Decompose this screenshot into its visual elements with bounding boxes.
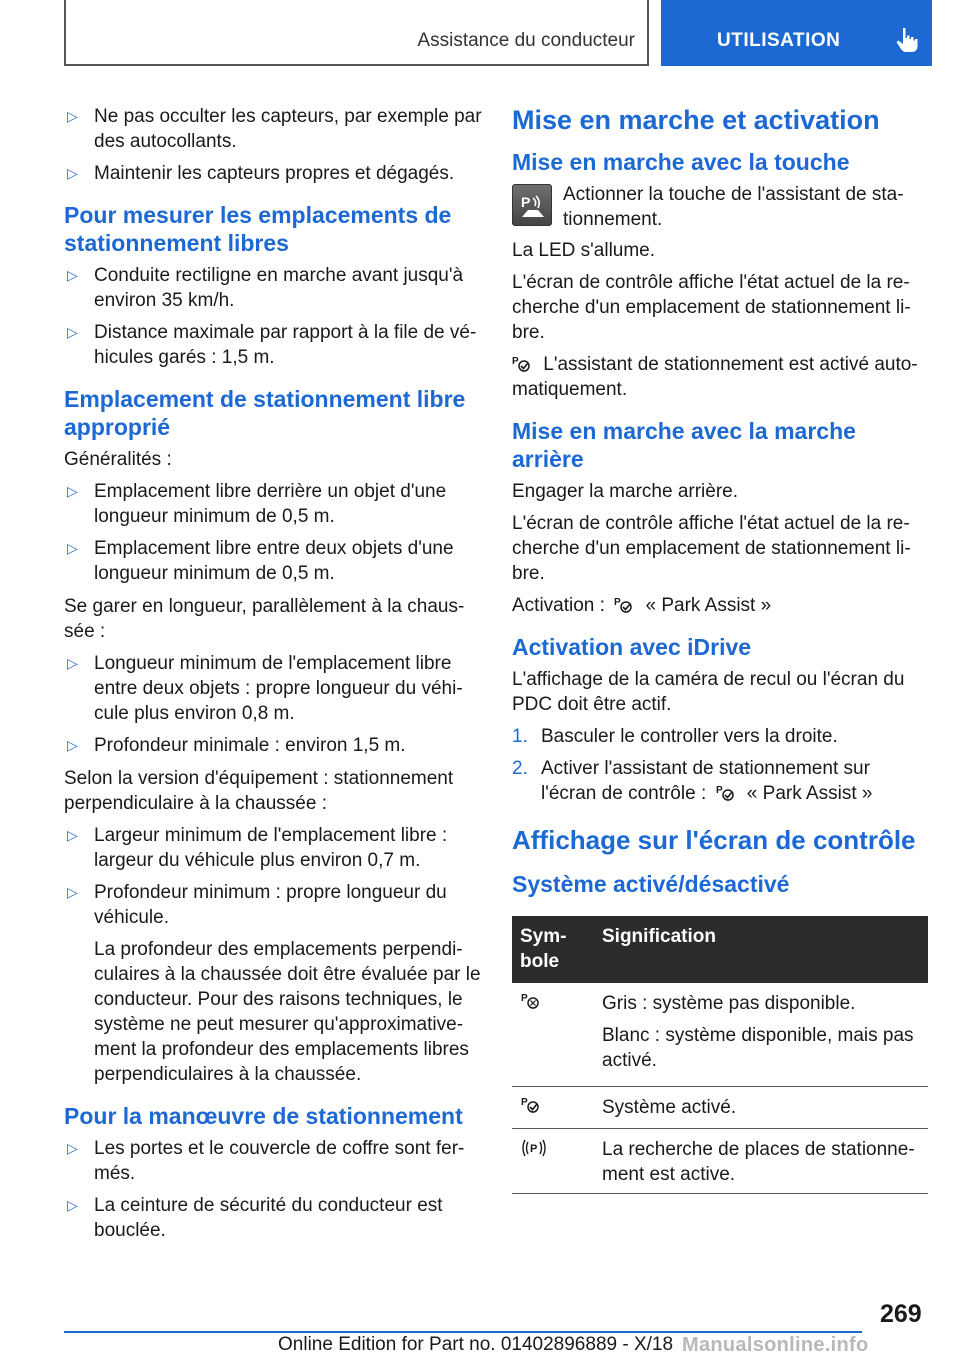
heading-maneuver: Pour la manœuvre de stationnement bbox=[64, 1103, 463, 1129]
meaning-cell: Système activé. bbox=[594, 1087, 928, 1129]
table-row bbox=[512, 983, 928, 1087]
list-item: ▷ Profondeur minimale : environ 1,5 m. bbox=[64, 733, 482, 758]
col-symbol: Symbole bbox=[512, 916, 594, 983]
list-item: ▷ Emplacement libre derrière un objet d'une longueur minimum de 0,5 m. bbox=[64, 479, 482, 529]
heading-idrive: Activation avec iDrive bbox=[512, 634, 752, 660]
sensor-bullets bbox=[64, 104, 482, 186]
step-number: 2. bbox=[512, 758, 528, 779]
svg-text:P: P bbox=[521, 1097, 528, 1108]
heading-reverse: Mise en marche avec la marche arrière bbox=[512, 418, 856, 472]
symbol-cell bbox=[512, 1087, 594, 1129]
symbol-table bbox=[512, 916, 928, 1194]
svg-text:P: P bbox=[715, 785, 723, 796]
svg-text:P: P bbox=[512, 356, 519, 367]
measure-bullets bbox=[64, 263, 482, 370]
meaning-white: Blanc : système disponible, mais pas activé. bbox=[602, 1025, 914, 1071]
heading-button: Mise en marche avec la touche bbox=[512, 149, 850, 175]
perpendicular-note: La profondeur des emplacements perpendiculaires à la chaussée doit être évaluée par le conducteur. Pour des raisons techniques, le système ne peut mesurer qu'approximativement la profondeur des emplacements libres perpendiculaires à la chaussée. bbox=[94, 939, 481, 1085]
park-assist-active-icon bbox=[520, 1095, 544, 1115]
park-assist-icon bbox=[520, 991, 544, 1011]
list-item: ▷ Les portes et le couvercle de coffre sont fermés. bbox=[64, 1136, 482, 1186]
list-item bbox=[512, 724, 930, 749]
list-item: ▷ Conduite rectiligne en marche avant jusqu'à environ 35 km/h. bbox=[64, 263, 482, 313]
activation-value: « Park Assist » bbox=[645, 595, 772, 616]
list-item: ▷ Profondeur minimum : propre longueur du véhicule. bbox=[64, 880, 482, 930]
table-row bbox=[512, 1087, 928, 1129]
list-item: ▷ Largeur minimum de l'emplacement libre : largeur du véhicule plus environ 0,7 m. bbox=[64, 823, 482, 873]
activation-label: Activation : bbox=[512, 595, 605, 616]
right-column bbox=[512, 104, 930, 1194]
perpendicular-bullets bbox=[64, 823, 482, 930]
heading-display: Affichage sur l'écran de contrôle bbox=[512, 825, 916, 855]
watermark: Manualsonline.info bbox=[682, 1334, 869, 1356]
left-column bbox=[64, 104, 482, 1251]
step-text: Basculer le controller vers la droite. bbox=[541, 726, 838, 747]
heading-measure: Pour mesurer les emplacements de stationnement libres bbox=[64, 202, 452, 256]
hand-pointer-icon bbox=[895, 27, 919, 53]
step-number: 1. bbox=[512, 726, 528, 747]
footer-edition: Online Edition for Part no. 01402896889 - X/18 bbox=[278, 1334, 674, 1355]
list-item: ▷ La ceinture de sécurité du conducteur est bouclée. bbox=[64, 1193, 482, 1243]
general-bullets bbox=[64, 479, 482, 586]
list-item bbox=[512, 756, 930, 806]
heading-suitable-space: Emplacement de stationnement libre approprié bbox=[64, 386, 466, 440]
page-number: 269 bbox=[880, 1300, 922, 1328]
park-assist-button-icon bbox=[512, 184, 552, 226]
heading-system-status: Système activé/désactivé bbox=[512, 871, 790, 897]
svg-text:P: P bbox=[521, 993, 528, 1004]
header-section-box bbox=[64, 0, 649, 66]
led-text: La LED s'allume. bbox=[512, 240, 656, 261]
screen-text-1: L'écran de contrôle affiche l'état actuel de la recherche d'un emplacement de stationnement libre. bbox=[512, 272, 911, 343]
list-item: ▷ Longueur minimum de l'emplacement libre entre deux objets : propre longueur du véhicule plus environ 0,8 m. bbox=[64, 651, 482, 726]
idrive-text: L'affichage de la caméra de recul ou l'écran du PDC doit être actif. bbox=[512, 669, 905, 715]
auto-activated-text bbox=[512, 352, 930, 402]
idrive-steps bbox=[512, 724, 930, 806]
button-text: Actionner la touche de l'assistant de stationnement. bbox=[563, 184, 904, 230]
symbol-cell bbox=[512, 983, 594, 1087]
step-suffix: « Park Assist » bbox=[746, 783, 873, 804]
svg-text:P: P bbox=[614, 597, 621, 608]
parking-search-icon bbox=[520, 1137, 548, 1159]
park-assist-icon bbox=[614, 595, 636, 615]
heading-activation: Mise en marche et activation bbox=[512, 105, 880, 135]
meaning-grey: Gris : système pas disponible. bbox=[602, 993, 856, 1014]
meaning-cell bbox=[594, 983, 928, 1087]
header-section-title: Assistance du conducteur bbox=[417, 30, 635, 51]
step-text: Activer l'assistant de stationnement sur l'écran de contrôle : bbox=[541, 758, 870, 804]
parallel-bullets bbox=[64, 651, 482, 758]
table-header-row bbox=[512, 916, 928, 983]
meaning-cell: La recherche de places de stationnement est active. bbox=[594, 1129, 928, 1194]
svg-text:P: P bbox=[530, 1143, 538, 1155]
park-assist-icon bbox=[716, 783, 738, 803]
header-chapter-title: UTILISATION bbox=[717, 30, 841, 51]
col-meaning: Signification bbox=[594, 916, 928, 983]
engage-text: Engager la marche arrière. bbox=[512, 481, 738, 502]
page-header bbox=[64, 0, 932, 66]
maneuver-bullets bbox=[64, 1136, 482, 1243]
symbol-cell bbox=[512, 1129, 594, 1194]
list-item: ▷ Emplacement libre entre deux objets d'une longueur minimum de 0,5 m. bbox=[64, 536, 482, 586]
button-instruction bbox=[512, 182, 930, 232]
table-row bbox=[512, 1129, 928, 1194]
screen-text-2: L'écran de contrôle affiche l'état actuel de la recherche d'un emplacement de stationnement libre. bbox=[512, 513, 911, 584]
list-item: ▷ Maintenir les capteurs propres et dégagés. bbox=[64, 161, 482, 186]
parallel-label: Se garer en longueur, parallèlement à la chaussée : bbox=[64, 596, 465, 642]
header-chapter-box bbox=[661, 0, 932, 66]
park-assist-active-icon bbox=[512, 354, 534, 374]
perpendicular-label: Selon la version d'équipement : stationnement perpendiculaire à la chaussée : bbox=[64, 768, 454, 814]
list-item: ▷ Distance maximale par rapport à la file de véhicules garés : 1,5 m. bbox=[64, 320, 482, 370]
footer-divider bbox=[64, 1331, 862, 1333]
svg-text:P: P bbox=[521, 194, 531, 210]
activation-line bbox=[512, 593, 930, 618]
general-label: Généralités : bbox=[64, 449, 172, 470]
auto-activated-label: L'assistant de stationnement est activé automatiquement. bbox=[512, 354, 918, 400]
list-item: ▷ Ne pas occulter les capteurs, par exemple par des autocollants. bbox=[64, 104, 482, 154]
